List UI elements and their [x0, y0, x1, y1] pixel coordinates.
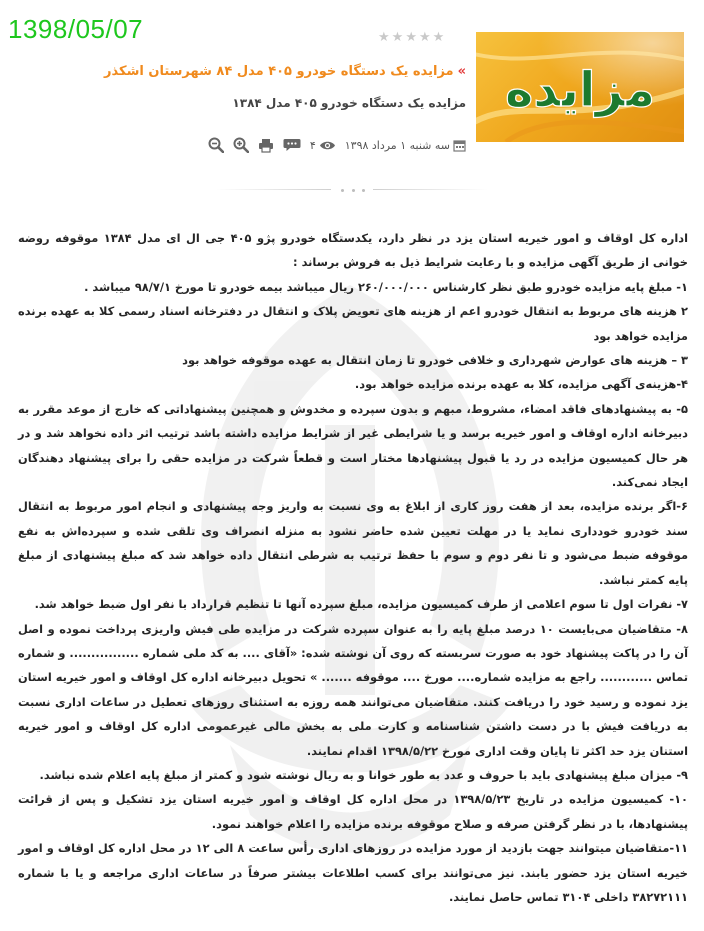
raquo-icon: »: [457, 64, 466, 79]
article-date: [345, 139, 466, 152]
article-body: [18, 226, 688, 909]
paragraph-9: ۹- میزان مبلغ پیشنهادی باید با حروف و عدد به طور خوانا و به ریال نوشته شود و کمتر از مبلغ پایه اعلام شده نباشد.: [39, 767, 688, 782]
eye-icon: [319, 140, 336, 151]
paragraph-7: ۷- نفرات اول تا سوم اعلامی از طرف کمیسیون مزایده، مبلغ سپرده آنها تا تنظیم قرارداد با نفر اول ضبط خواهد شد.: [34, 597, 688, 612]
paragraph-8: ۸- متقاضیان می‌بایست ۱۰ درصد مبلغ پایه را به عنوان سپرده شرکت در مزایده طی فیش واریزی پرداخت نموده و اصل آن را در پاکت پیشنهاد خود به صورت سربسته که روی آن نوشته شده: «آقای .... به کد ملی شماره ................ و شماره تماس ............ راجع به مزایده شماره.... مورخ .... موقوفه ....... » تحویل دبیرخانه اداره کل اوقاف و امور خیریه استان یزد نموده و رسید خود را دریافت کنند. متقاضیان می‌توانند همه روزه به استثنای روزهای تعطیل در ساعات اداری نسبت به دریافت فیش با در دست داشتن شناسنامه و کارت ملی به بخش مالی غیرعمومی اداره کل اوقاف و امور خیریه استنان یزد حد اکثر تا پایان وقت اداری مورخ ۱۳۹۸/۵/۲۲ اقدام نمایند.: [18, 621, 688, 758]
paragraph-1: ۱- مبلغ پایه مزایده خودرو طبق نظر کارشناس ۲۶۰/۰۰۰/۰۰۰ ریال میباشد بیمه خودرو تا مورخ ۹۸/۷/۱ میباشد .: [84, 279, 688, 294]
paragraph-11: ۱۱-متقاضیان میتوانند جهت بازدید از مورد مزایده در روزهای اداری رأس ساعت ۸ الی ۱۲ در محل اداره کل اوقاف و امور خیریه استان یزد حضور یابند. نیز می‌توانند برای کسب اطلاعات بیشتر صرفاً در ساعات اداری مراجعه و یا با شماره ۳۸۲۷۲۱۱۱ داخلی ۳۱۰۴ تماس حاصل نمایند.: [18, 841, 689, 904]
article-title[interactable]: [104, 64, 466, 79]
banner-text: مزایده: [504, 62, 656, 118]
zoom-in-icon[interactable]: [233, 137, 249, 153]
paragraph-4: ۴-هزینه‌ی آگهی مزایده، کلا به عهده برنده مزایده خواهد بود.: [354, 377, 688, 392]
view-count: [310, 139, 336, 152]
banner-text-graphic: [476, 32, 684, 142]
paragraph-6: ۶-اگر برنده مزایده، بعد از هفت روز کاری از ابلاغ به وی نسبت به واریز وجه پیشنهادی و انجام امور مربوط به انتقال سند خودرو خودداری نماید یا در مهلت تعیین شده حاضر نشود به منزله انصراف وی تلقی شده و سپرده‌اش به نفع موقوفه ضبط می‌شود و تا نفر دوم و سوم با حفظ ترتیب به شرطی انتقال داده خواهد شد که مبلغ پیشنهادی از مبلغ پایه کمتر نباشد.: [18, 499, 688, 587]
article-subtitle: مزایده یک دستگاه خودرو ۴۰۵ مدل ۱۳۸۴: [232, 96, 466, 110]
star-icon[interactable]: ★: [378, 30, 390, 45]
calendar-icon: [453, 139, 466, 152]
star-icon[interactable]: ★: [432, 30, 445, 45]
star-icon[interactable]: ★: [418, 30, 431, 45]
zoom-out-button[interactable]: [208, 137, 224, 153]
comment-icon[interactable]: [283, 138, 301, 152]
paragraph-2: ۲ هزینه های مربوط به انتقال خودرو اعم از هزینه های تعویض پلاک و انتقال در دفترخانه اسناد رسمی کلا به عهده برنده مزایده خواهد بود: [18, 304, 688, 343]
view-count-text: ۴: [309, 138, 316, 152]
paragraph-5: ۵- به پیشنهادهای فاقد امضاء، مشروط، مبهم و بدون سپرده و مخدوش و همچنین پیشنهاداتی که خارج از موعد مقرر به دبیرخانه اداره اوقاف و امور خیریه برسد و یا شرایطی غیر از شرایط مزایده داشته باشد ترتیب اثر داده نخواهد شد و در هر حال کمیسیون مزایده در رد یا قبول پیشنهادها مختار است و قطعاً شرکت در مزایده حقی را برای پیشنهاد دهندگان ایجاد نمی‌کند.: [18, 401, 688, 490]
star-icon[interactable]: ★: [405, 30, 417, 45]
article-date-text: سه شنبه ۱ مرداد ۱۳۹۸: [344, 138, 450, 152]
date-stamp: 1398/05/07: [8, 14, 144, 44]
paragraph-intro: اداره کل اوقاف و امور خیریه استان یزد در نظر دارد، یکدستگاه خودرو پژو ۴۰۵ جی ال ای مدل ۱۳۸۴ موقوفه روضه خوانی از طریق آگهی مزایده و با رعایت شرایط ذیل به فروش برساند :: [18, 231, 688, 270]
article-meta: [208, 137, 466, 153]
zoom-in-button[interactable]: [233, 137, 249, 153]
paragraph-3: ۳ – هزینه های عوارض شهرداری و خلافی خودرو تا زمان انتقال به عهده موقوفه خواهد بود: [182, 353, 688, 368]
star-icon[interactable]: ★: [391, 30, 404, 45]
paragraph-10: ۱۰- کمیسیون مزایده در تاریخ ۱۳۹۸/۵/۲۳ در محل اداره کل اوقاف و امور خیریه استان یزد تشکیل و پس از قرائت پیشنهادها، با در نظر گرفتن صرفه و صلاح موقوفه برنده مزایده را اعلام خواهند نمود.: [18, 792, 688, 831]
section-divider: [216, 186, 488, 194]
zoom-out-icon[interactable]: [208, 137, 224, 153]
print-icon[interactable]: [258, 138, 274, 153]
rating-stars[interactable]: [378, 31, 444, 45]
article-title-text[interactable]: مزایده یک دستگاه خودرو ۴۰۵ مدل ۸۴ شهرستان اشکذر: [104, 64, 454, 79]
auction-banner: [476, 32, 684, 142]
print-button[interactable]: [258, 138, 274, 153]
comments-button[interactable]: [283, 138, 301, 152]
